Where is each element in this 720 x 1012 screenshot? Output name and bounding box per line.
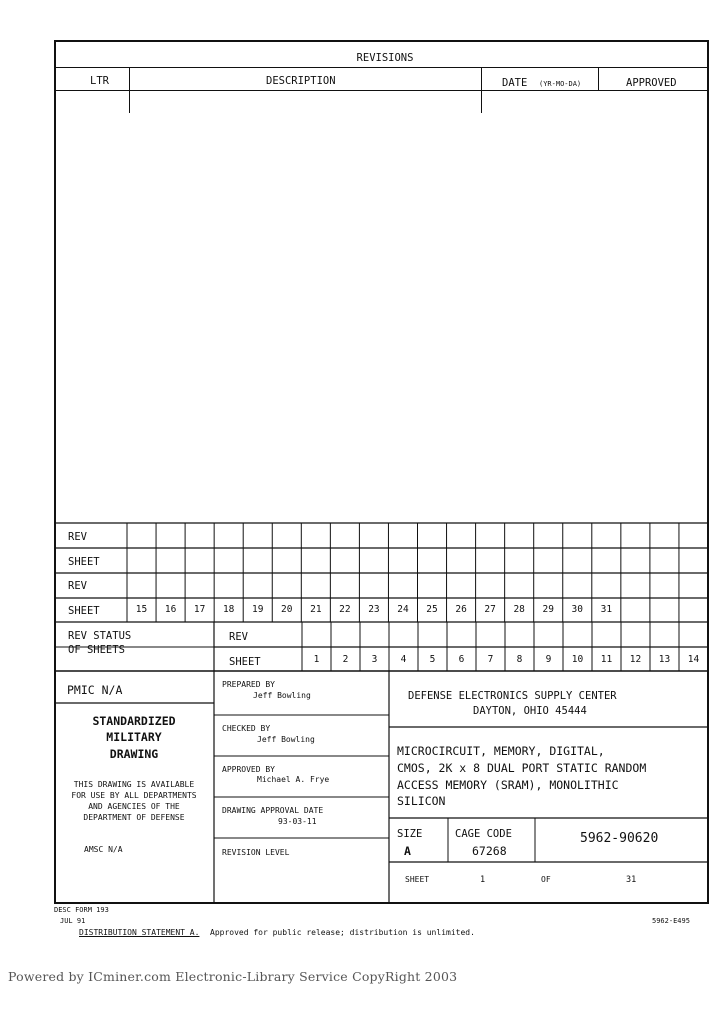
revisions-col-ltr: LTR bbox=[90, 75, 109, 87]
sheet-number-bottom: 13 bbox=[658, 654, 671, 665]
sheet-number-top: 16 bbox=[164, 604, 177, 615]
desc-form-label: DESC FORM 193 bbox=[54, 906, 109, 914]
size-label: SIZE bbox=[397, 828, 423, 840]
size-value: A bbox=[404, 844, 411, 858]
sheet-number-top: 19 bbox=[251, 604, 264, 615]
revisions-col-description: DESCRIPTION bbox=[266, 75, 336, 87]
sheet-number-top: 22 bbox=[339, 604, 351, 615]
sheet-number-bottom: 4 bbox=[400, 654, 407, 665]
rev-status-label-2: OF SHEETS bbox=[68, 644, 125, 656]
availability-line-4: DEPARTMENT OF DEFENSE bbox=[83, 813, 185, 822]
watermark-text: Powered by ICminer.com Electronic-Library Service CopyRight 2003 bbox=[8, 969, 458, 984]
sheet-value: 1 bbox=[480, 875, 486, 885]
sheet-number-bottom: 3 bbox=[371, 654, 378, 665]
approved-by-label: APPROVED BY bbox=[222, 765, 275, 774]
sheet-number-top: 28 bbox=[513, 604, 525, 615]
sheet-number-top: 27 bbox=[484, 604, 496, 615]
approval-date-label: DRAWING APPROVAL DATE bbox=[222, 806, 324, 815]
title-line-3: ACCESS MEMORY (SRAM), MONOLITHIC bbox=[397, 778, 619, 792]
prepared-by-name: Jeff Bowling bbox=[253, 691, 311, 700]
checked-by-name: Jeff Bowling bbox=[257, 735, 315, 744]
sheet-number-bottom: 12 bbox=[629, 654, 642, 665]
availability-line-1: THIS DRAWING IS AVAILABLE bbox=[73, 780, 195, 789]
revision-level-label: REVISION LEVEL bbox=[222, 848, 290, 857]
desc-form-date: JUL 91 bbox=[60, 917, 86, 925]
sheet-number-top: 23 bbox=[368, 604, 380, 615]
grid-row-label-sheet-2: SHEET bbox=[68, 605, 100, 617]
sheet-number-bottom: 2 bbox=[342, 654, 349, 665]
sheet-number-top: 30 bbox=[571, 604, 583, 615]
sheet-number-top: 31 bbox=[600, 604, 613, 615]
title-line-4: SILICON bbox=[397, 794, 446, 808]
doc-code: 5962-E495 bbox=[652, 917, 690, 925]
sheet-number-top: 18 bbox=[222, 604, 235, 615]
sheet-number-top: 21 bbox=[310, 604, 322, 615]
cage-code-value: 67268 bbox=[472, 844, 507, 858]
title-line-2: CMOS, 2K x 8 DUAL PORT STATIC RANDOM bbox=[397, 761, 647, 775]
pmic-label: PMIC N/A bbox=[67, 683, 123, 697]
rev-status-label-1: REV STATUS bbox=[68, 630, 132, 642]
of-label: OF bbox=[541, 875, 551, 884]
drawing-number: 5962-90620 bbox=[580, 831, 659, 846]
sheet-number-top: 15 bbox=[135, 604, 148, 615]
sheet-number-top: 26 bbox=[455, 604, 467, 615]
grid-row-label-rev-2: REV bbox=[68, 580, 87, 592]
sheet-number-bottom: 11 bbox=[600, 654, 613, 665]
cage-code-label: CAGE CODE bbox=[455, 828, 512, 840]
status-rev-label: REV bbox=[229, 631, 248, 643]
sheet-number-bottom: 14 bbox=[687, 654, 700, 665]
distribution-statement-label: DISTRIBUTION STATEMENT A. bbox=[79, 928, 200, 937]
checked-by-label: CHECKED BY bbox=[222, 724, 271, 733]
revisions-title: REVISIONS bbox=[356, 52, 414, 64]
of-value: 31 bbox=[626, 875, 637, 885]
sheet-number-top: 24 bbox=[397, 604, 409, 615]
title-line-1: MICROCIRCUIT, MEMORY, DIGITAL, bbox=[397, 744, 605, 758]
grid-row-label-sheet-1: SHEET bbox=[68, 556, 100, 568]
sheet-number-bottom: 8 bbox=[516, 654, 523, 665]
sheet-number-bottom: 6 bbox=[458, 654, 465, 665]
sheet-number-bottom: 9 bbox=[545, 654, 552, 665]
smd-title-line-3: DRAWING bbox=[109, 747, 159, 761]
grid-row-label-rev-1: REV bbox=[68, 531, 87, 543]
sheet-number-bottom: 1 bbox=[313, 654, 320, 665]
sheet-number-bottom: 7 bbox=[487, 654, 494, 665]
agency-name: DEFENSE ELECTRONICS SUPPLY CENTER bbox=[408, 690, 617, 702]
distribution-statement-text: Approved for public release; distribution is unlimited. bbox=[210, 928, 475, 937]
revisions-col-date-format: (YR-MO-DA) bbox=[539, 80, 582, 88]
sheet-number-top: 29 bbox=[542, 604, 554, 615]
revisions-col-date: DATE bbox=[502, 77, 528, 89]
sheet-number-bottom: 5 bbox=[429, 654, 436, 665]
prepared-by-label: PREPARED BY bbox=[222, 680, 275, 689]
approved-by-name: Michael A. Frye bbox=[257, 775, 330, 784]
sheet-label: SHEET bbox=[405, 875, 430, 884]
sheet-number-top: 25 bbox=[426, 604, 438, 615]
availability-line-3: AND AGENCIES OF THE bbox=[88, 802, 180, 811]
approval-date-value: 93-03-11 bbox=[278, 817, 317, 826]
sheet-number-top: 17 bbox=[193, 604, 206, 615]
sheet-number-bottom: 10 bbox=[571, 654, 584, 665]
agency-location: DAYTON, OHIO 45444 bbox=[473, 705, 587, 717]
status-sheet-label: SHEET bbox=[229, 656, 261, 668]
smd-title-line-2: MILITARY bbox=[106, 730, 162, 744]
sheet-number-top: 20 bbox=[281, 604, 293, 615]
amsc-label: AMSC N/A bbox=[84, 845, 123, 854]
availability-line-2: FOR USE BY ALL DEPARTMENTS bbox=[71, 791, 197, 800]
smd-title-line-1: STANDARDIZED bbox=[92, 714, 176, 728]
revisions-col-approved: APPROVED bbox=[626, 77, 677, 89]
